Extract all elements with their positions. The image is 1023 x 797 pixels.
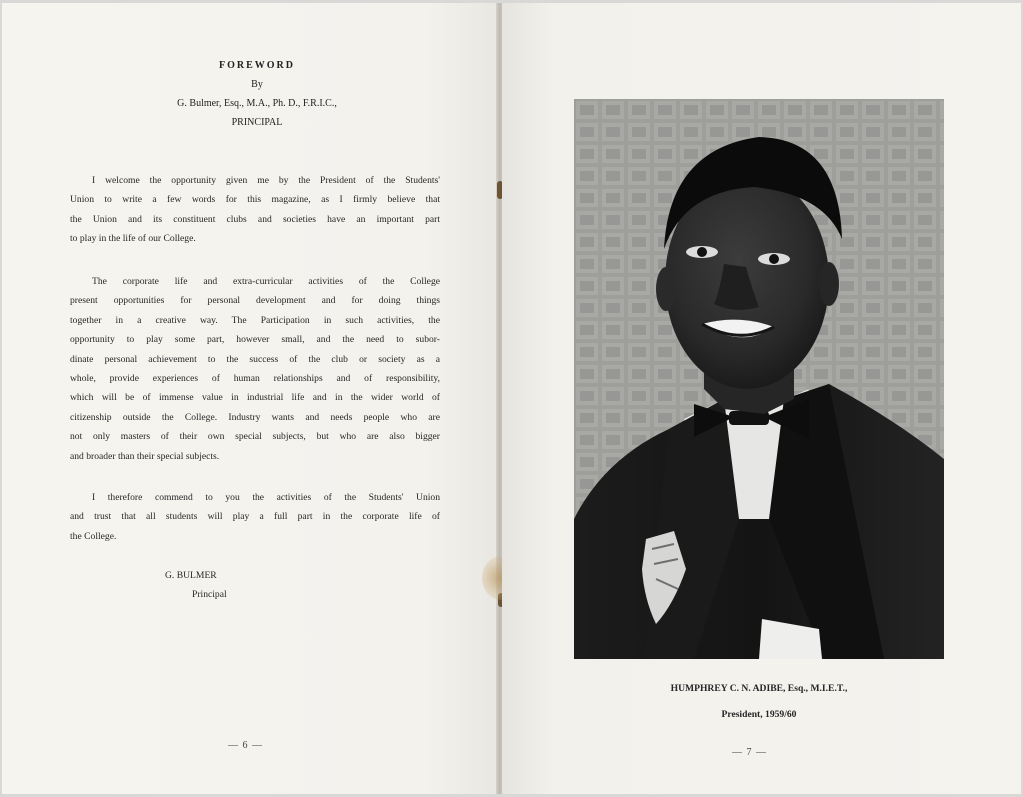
- foreword-by: By: [251, 79, 263, 90]
- paragraph-2-line-7: which will be of immense value in industrial life and in the wider world of: [70, 392, 440, 404]
- paragraph-3-line-2: and trust that all students will play a full part in the corporate life of: [70, 511, 440, 523]
- foreword-title: FOREWORD: [219, 60, 295, 71]
- paragraph-3: [70, 488, 440, 546]
- signature-role: Principal: [192, 589, 227, 600]
- paragraph-1-line-1: I welcome the opportunity given me by the President of the Students': [92, 175, 440, 186]
- page-number-left: — 6 —: [228, 740, 263, 751]
- paragraph-2-line-9: not only masters of their own special subjects, but who are also bigger: [70, 431, 440, 443]
- paragraph-2: [70, 272, 440, 466]
- paragraph-2-line-10: and broader than their special subjects.: [70, 450, 220, 462]
- paragraph-2-line-8: citizenship outside the College. Industry wants and needs people who are: [70, 411, 440, 423]
- paragraph-2-line-4: opportunity to play some part, however small, and the need to subor-: [70, 334, 440, 346]
- foreword-author: G. Bulmer, Esq., M.A., Ph. D., F.R.I.C.,: [177, 98, 337, 109]
- magazine-spread: [2, 3, 1021, 794]
- paragraph-1-line-4: to play in the life of our College.: [70, 233, 196, 245]
- signature-name: G. BULMER: [165, 570, 217, 581]
- portrait-photo: [574, 99, 944, 659]
- paragraph-3-line-1: I therefore commend to you the activities of the Students' Union: [92, 492, 440, 503]
- page-number-right: — 7 —: [732, 747, 767, 758]
- paragraph-1-line-2: Union to write a few words for this magazine, as I firmly believe that: [70, 194, 440, 206]
- paragraph-2-line-5: dinate personal achievement to the success of the club or society as a: [70, 353, 440, 365]
- foreword-author-role: PRINCIPAL: [231, 117, 283, 128]
- left-page: [2, 3, 498, 794]
- paragraph-2-line-1: The corporate life and extra-curricular activities of the College: [92, 276, 440, 287]
- paragraph-2-line-2: present opportunities for personal development and for doing things: [70, 295, 440, 307]
- paragraph-1-line-3: the Union and its constituent clubs and societies have an important part: [70, 213, 440, 225]
- photo-caption-name: HUMPHREY C. N. ADIBE, Esq., M.I.E.T.,: [670, 683, 848, 694]
- portrait-illustration: [574, 99, 944, 659]
- photo-caption-role: President, 1959/60: [721, 709, 797, 720]
- paragraph-1: [70, 171, 440, 249]
- paragraph-2-line-6: whole, provide experiences of human relationships and of responsibility,: [70, 373, 440, 385]
- paragraph-2-line-3: together in a creative way. The Participation in such activities, the: [70, 314, 440, 326]
- paragraph-3-line-3: the College.: [70, 530, 117, 542]
